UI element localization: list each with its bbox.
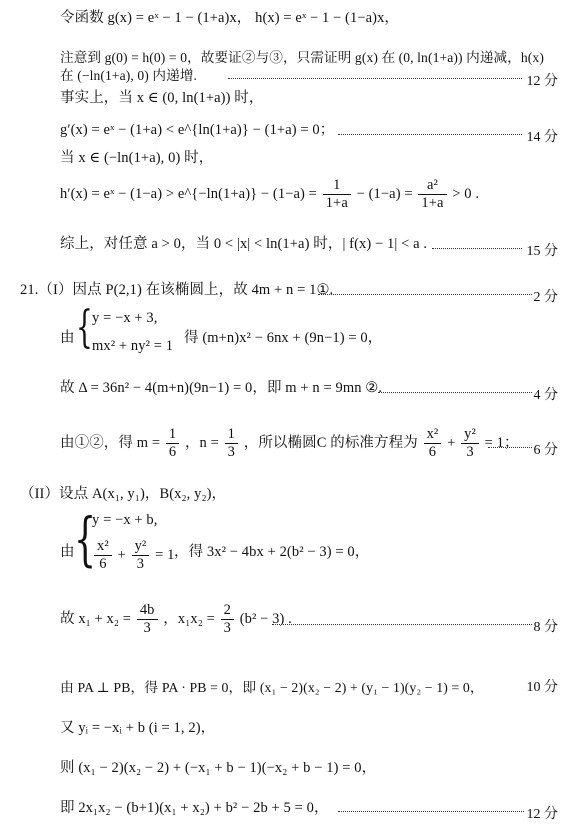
formula-part: ，n = [184, 434, 219, 451]
text-line-expand: 即 2x₁x₂ − (b+1)(x₁ + x₂) + b² − 2b + 5 = 0， [60, 800, 329, 816]
formula-part: = 1 [155, 546, 175, 563]
fraction-numerator: y² [132, 538, 150, 556]
fraction [424, 426, 442, 461]
dot-leader [318, 294, 532, 295]
fraction-numerator: a² [418, 177, 446, 195]
system-eq-1: y = −x + b, [92, 512, 158, 528]
formula-part: 故 x₁ + x₂ = [60, 610, 132, 627]
fraction-denominator: 3 [143, 620, 151, 636]
formula-part: + [447, 434, 456, 451]
system-eq-1: y = −x + 3, [92, 310, 158, 326]
formula-part: 由①②，得 m = [60, 434, 161, 451]
fraction [221, 602, 234, 637]
fraction-denominator: 1+a [325, 195, 348, 211]
text-line-note: 注意到 g(0) = h(0) = 0，故要证②与③，只需证明 g(x) 在 (0, ln(1+a)) 内递减，h(x) [60, 50, 544, 65]
formula-part: − (1−a) = [356, 185, 413, 202]
fraction-numerator: 1 [225, 426, 238, 444]
fraction-denominator: 6 [99, 556, 107, 572]
fraction-numerator: y² [461, 426, 479, 444]
text-line-g-derivative: g′(x) = eˣ − (1+a) < e^{ln(1+a)} − (1+a) = 0； [60, 122, 335, 138]
text-you: 由 [60, 544, 75, 560]
dot-leader [228, 78, 522, 79]
text-line-quadratic: 得 (m+n)x² − 6nx + (9n−1) = 0， [184, 330, 383, 346]
fraction [418, 177, 446, 212]
formula-part: (b² − 3) . [239, 610, 292, 627]
text-line-perpendicular: 由 PA ⊥ PB，得 PA · PB = 0，即 (x₁ − 2)(x₂ − 2) + (y₁ − 1)(y₂ − 1) = 0， [60, 680, 484, 695]
formula-part: ，x₁x₂ = [163, 610, 215, 627]
fraction [137, 602, 158, 637]
score-label: 10 分 [526, 680, 558, 695]
dot-leader [488, 447, 532, 448]
dot-leader [378, 392, 532, 393]
system-eq-2: mx² + ny² = 1 [92, 338, 174, 354]
fraction-numerator: 4b [137, 602, 158, 620]
score-label: 2 分 [533, 290, 558, 305]
score-label: 12 分 [526, 807, 558, 822]
formula-part: h′(x) = eˣ − (1−a) > e^{−ln(1+a)} − (1−a) = [60, 185, 317, 202]
text-line-conclusion: 综上，对任意 a > 0，当 0 < |x| < ln(1+a) 时，| f(x) − 1| < a . [60, 236, 428, 252]
fraction [166, 426, 179, 461]
fraction-denominator: 3 [227, 444, 235, 460]
fraction-numerator: x² [424, 426, 442, 444]
dot-leader [338, 811, 524, 812]
score-label: 8 分 [533, 620, 558, 635]
text-line-h-derivative [60, 177, 479, 212]
fraction-denominator: 3 [136, 556, 145, 572]
fraction-numerator: 2 [221, 602, 234, 620]
fraction-denominator: 6 [428, 444, 437, 460]
left-brace: { [76, 302, 93, 353]
text-line-discriminant: 故 Δ = 36n² − 4(m+n)(9n−1) = 0，即 m + n = 9mn ②. [60, 380, 383, 396]
dot-leader [432, 248, 522, 249]
left-brace: { [74, 505, 97, 573]
fraction [323, 177, 351, 212]
fraction-numerator: 1 [323, 177, 351, 195]
text-line-fact: 事实上，当 x ∈ (0, ln(1+a)) 时， [60, 90, 264, 106]
formula-part: = 1； [484, 434, 519, 451]
fraction [132, 538, 150, 573]
text-line-substitute: 则 (x₁ − 2)(x₂ − 2) + (−x₁ + b − 1)(−x₂ + b − 1) = 0， [60, 760, 377, 776]
fraction-denominator: 6 [168, 444, 177, 460]
text-line-interval: 在 (−ln(1+a), 0) 内递增. [60, 68, 198, 83]
score-label: 6 分 [533, 443, 558, 458]
score-label: 14 分 [526, 130, 558, 145]
fraction-numerator: 1 [166, 426, 179, 444]
fraction-denominator: 3 [466, 444, 474, 460]
text-line-problem-21: 21.（I）因点 P(2,1) 在该椭圆上，故 4m + n = 1①. [20, 282, 334, 298]
score-label: 4 分 [533, 388, 558, 403]
fraction-numerator: x² [94, 538, 112, 556]
text-line-part-2: （II）设点 A(x₁, y₁)，B(x₂, y₂)， [20, 486, 227, 502]
text-line-quadratic: ，得 3x² − 4bx + 2(b² − 3) = 0， [174, 544, 370, 560]
fraction [94, 538, 112, 573]
text-line-solve-mn [60, 426, 519, 461]
formula-part: ，所以椭圆C 的标准方程为 [243, 434, 418, 451]
system-eq-2 [92, 538, 174, 573]
text-line-when-x: 当 x ∈ (−ln(1+a), 0) 时， [60, 150, 214, 166]
fraction [225, 426, 238, 461]
text-line-vieta [60, 602, 292, 637]
formula-part: + [117, 546, 126, 563]
text-line-yi: 又 yᵢ = −xᵢ + b (i = 1, 2)， [60, 720, 216, 736]
score-label: 12 分 [526, 74, 558, 89]
dot-leader [272, 624, 532, 625]
formula-part: > 0 . [452, 185, 480, 202]
fraction-denominator: 3 [223, 620, 231, 636]
text-you: 由 [60, 330, 75, 346]
dot-leader [338, 134, 522, 135]
text-line-define-functions: 令函数 g(x) = eˣ − 1 − (1+a)x， h(x) = eˣ − 1 − (1−a)x， [60, 10, 400, 26]
fraction-denominator: 1+a [421, 195, 444, 211]
score-label: 15 分 [526, 244, 558, 259]
fraction [461, 426, 479, 461]
